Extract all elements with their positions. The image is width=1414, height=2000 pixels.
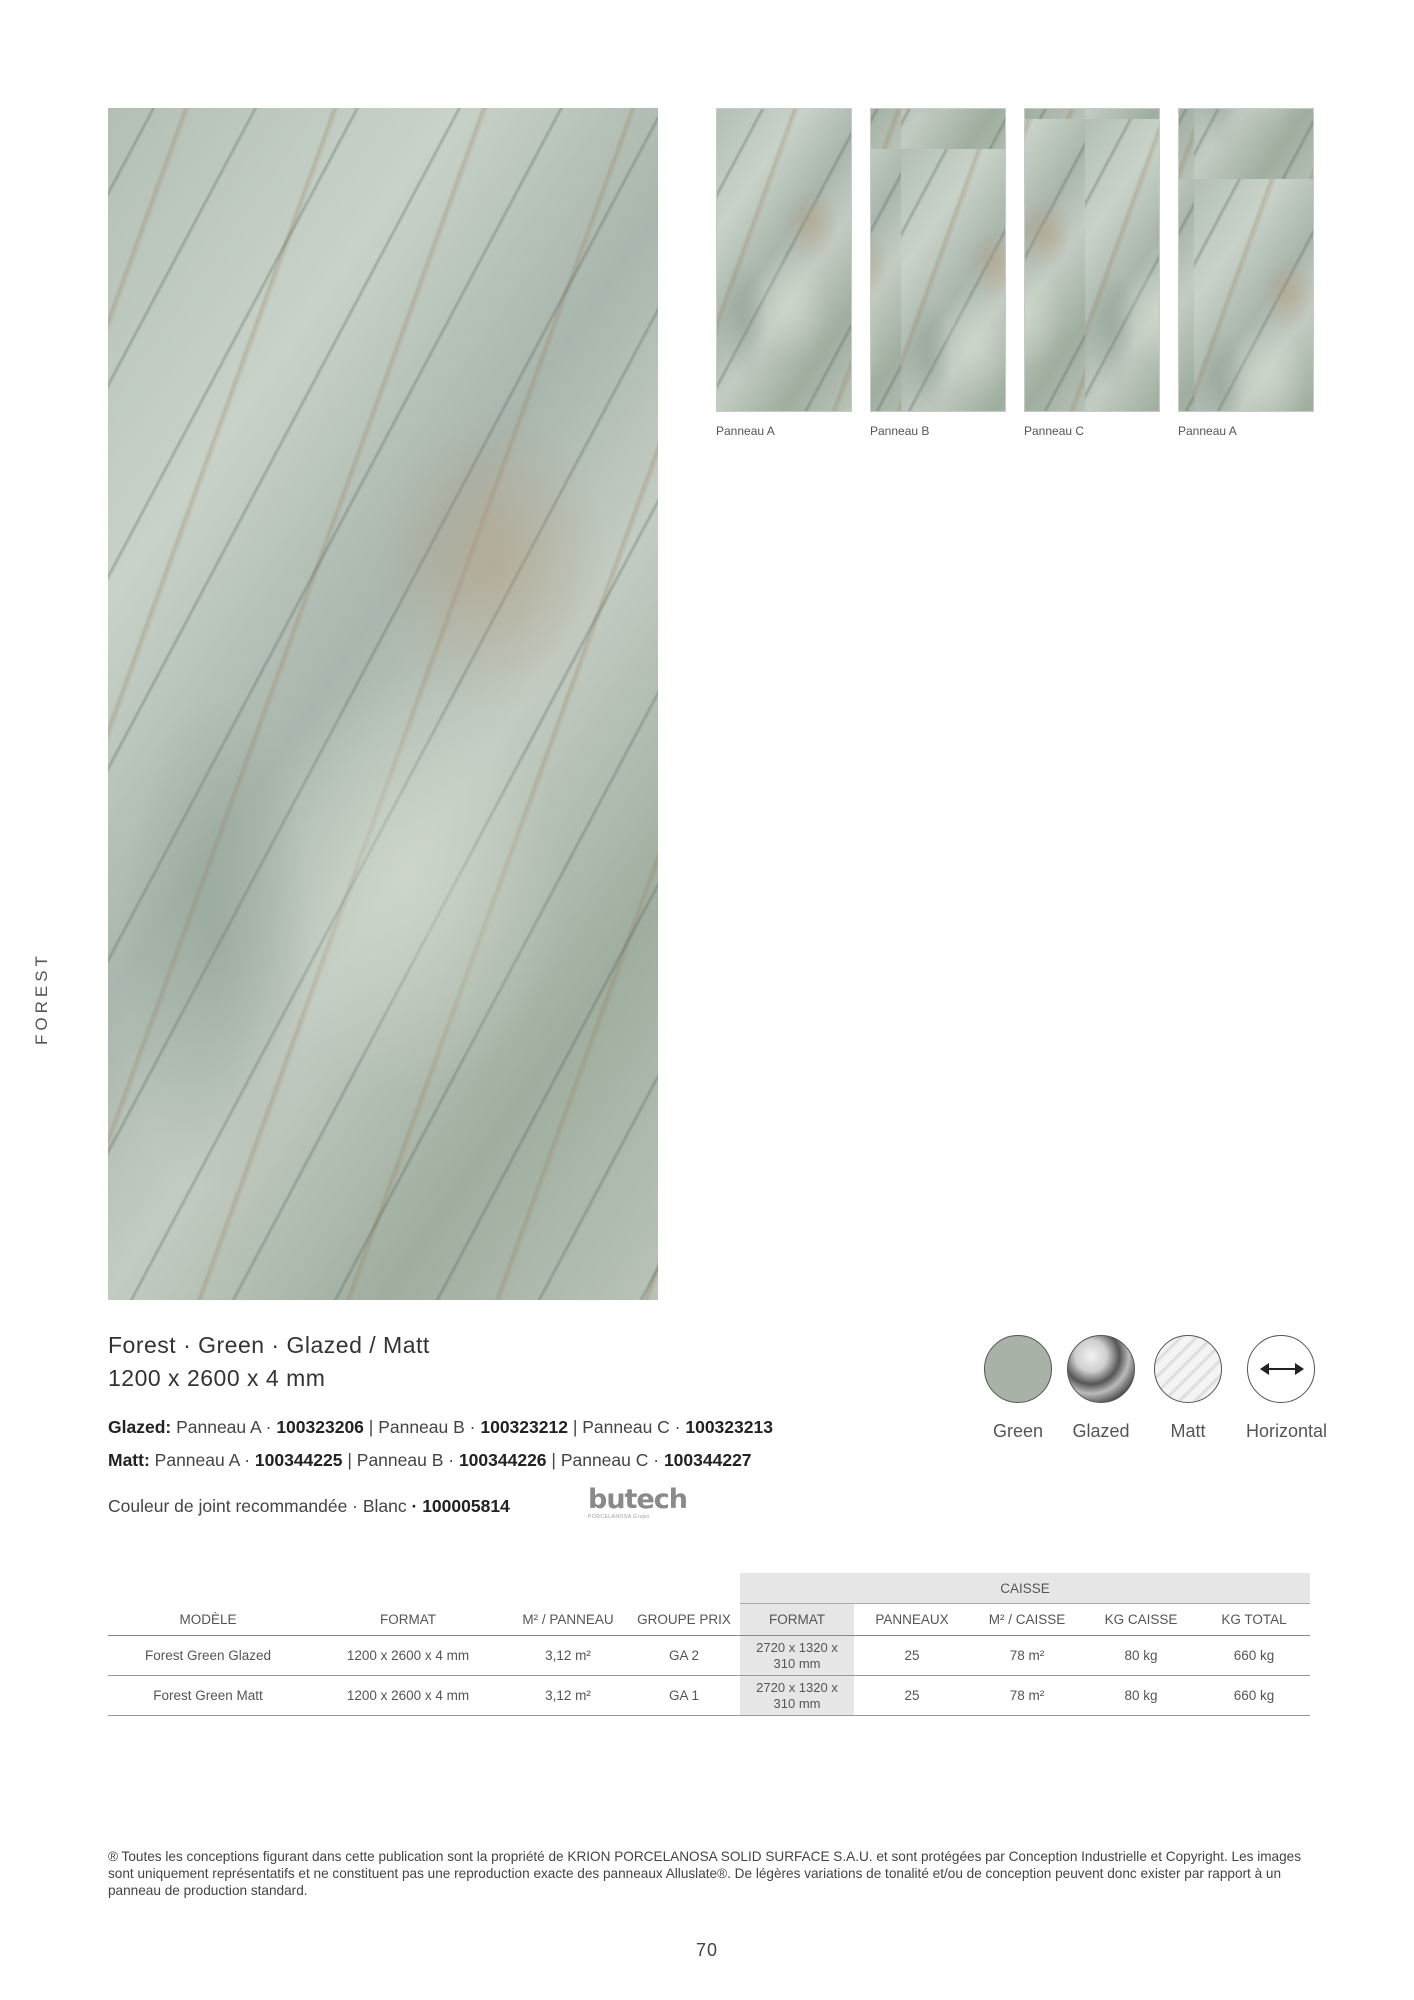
swatch-label: Matt (1170, 1421, 1206, 1441)
table-row (108, 1636, 1310, 1676)
table-cell: 80 kg (1084, 1636, 1198, 1676)
swatch-label: Horizontal (1246, 1421, 1328, 1441)
column-header: GROUPE PRIX (628, 1604, 740, 1636)
product-size: 1200 x 2600 x 4 mm (108, 1365, 326, 1391)
table-cell: 78 m² (970, 1676, 1084, 1716)
thumbnail-caption: Panneau A (1178, 424, 1237, 438)
ref-panel-label: | Panneau B · (363, 1417, 481, 1437)
matt-references (108, 1450, 752, 1471)
glazed-label: Glazed: (108, 1417, 172, 1437)
swatch-glazed[interactable] (1066, 1335, 1136, 1442)
joint-recommendation (108, 1496, 510, 1517)
joint-code: · 100005814 (411, 1496, 510, 1516)
empty-group-cell (108, 1573, 740, 1604)
table-cell: GA 2 (628, 1636, 740, 1676)
column-header: FORMAT (740, 1604, 854, 1636)
column-header: M² / CAISSE (970, 1604, 1084, 1636)
butech-logo (588, 1484, 687, 1520)
page-number: 70 (695, 1940, 719, 1960)
thumbnail-image (1178, 108, 1314, 412)
thumbnail-panel[interactable] (870, 108, 1006, 438)
column-header: MODÈLE (108, 1604, 308, 1636)
thumbnail-caption: Panneau B (870, 424, 930, 438)
column-header: FORMAT (308, 1604, 508, 1636)
ref-code: 100323212 (480, 1417, 568, 1437)
double-arrow-icon (1260, 1361, 1304, 1377)
thumbnail-caption: Panneau C (1024, 424, 1085, 438)
table-cell: Forest Green Glazed (108, 1636, 308, 1676)
swatch-label: Green (992, 1421, 1044, 1441)
side-label: FOREST (32, 952, 51, 1045)
ref-code: 100323206 (276, 1417, 364, 1437)
ref-panel-label: Panneau A · (171, 1417, 277, 1437)
swatch-green[interactable] (983, 1335, 1053, 1442)
matt-label: Matt: (108, 1450, 150, 1470)
ref-code: 100323213 (685, 1417, 773, 1437)
table-cell-text: 2720 x 1320 x 310 mm (756, 1639, 838, 1671)
table-cell: 660 kg (1198, 1636, 1310, 1676)
table-row (108, 1676, 1310, 1716)
ref-panel-label: | Panneau C · (546, 1450, 664, 1470)
thumbnail-panel[interactable] (1024, 108, 1160, 438)
table-cell: 78 m² (970, 1636, 1084, 1676)
table-cell (740, 1676, 854, 1716)
table-cell: 3,12 m² (508, 1636, 628, 1676)
thumbnail-caption: Panneau A (716, 424, 775, 438)
green-color-swatch (984, 1335, 1052, 1403)
specification-table (108, 1573, 1310, 1716)
table-cell: 80 kg (1084, 1676, 1198, 1716)
ref-panel-label: Panneau A · (149, 1450, 255, 1470)
joint-text: Couleur de joint recommandée · Blanc (108, 1496, 412, 1516)
table-cell: 25 (854, 1636, 970, 1676)
swatch-horizontal[interactable] (1246, 1335, 1328, 1442)
table-cell: 3,12 m² (508, 1676, 628, 1716)
ref-code: 100344227 (663, 1450, 752, 1470)
ref-code: 100344225 (254, 1450, 343, 1470)
table-cell: Forest Green Matt (108, 1676, 308, 1716)
thumbnail-image (716, 108, 852, 412)
column-header: KG TOTAL (1198, 1604, 1310, 1636)
column-header: M² / PANNEAU (508, 1604, 628, 1636)
brand-subline: PORCELANOSA Grupo (588, 1514, 650, 1520)
ref-panel-label: | Panneau B · (342, 1450, 459, 1470)
table-cell: 25 (854, 1676, 970, 1716)
table-cell: 660 kg (1198, 1676, 1310, 1716)
main-marble-image (108, 108, 658, 1300)
ref-code: 100344226 (458, 1450, 547, 1470)
table-cell: 1200 x 2600 x 4 mm (308, 1676, 508, 1716)
thumbnail-image (870, 108, 1006, 412)
brand-name: butech (588, 1484, 687, 1515)
table-cell-text: 2720 x 1320 x 310 mm (756, 1679, 838, 1711)
table-cell (740, 1636, 854, 1676)
ref-panel-label: | Panneau C · (567, 1417, 686, 1437)
copyright-footnote: ® Toutes les conceptions figurant dans cette publication sont la propriété de KRION PORCELANOSA SOLID SURFACE S.A.U. et sont protégées par Conception Industrielle et Copyright. Les images sont uniquement représentatifs et ne constituent pas une reproduction exacte des panneaux Alluslate®. De légères variations de tonalité et/ou de conception peuvent donc exister par rapport à un panneau de production standard. (108, 1849, 1302, 1898)
glazed-references (108, 1417, 773, 1438)
column-header: PANNEAUX (854, 1604, 970, 1636)
column-header: KG CAISSE (1084, 1604, 1198, 1636)
thumbnail-panel[interactable] (1178, 108, 1314, 438)
swatch-label: Glazed (1072, 1421, 1130, 1441)
swatch-matt[interactable] (1153, 1335, 1223, 1442)
matt-finish-swatch (1154, 1335, 1222, 1403)
product-title: Forest · Green · Glazed / Matt (108, 1332, 430, 1358)
glazed-finish-swatch (1067, 1335, 1135, 1403)
table-cell: GA 1 (628, 1676, 740, 1716)
caisse-group-header: CAISSE (740, 1573, 1310, 1604)
thumbnail-image (1024, 108, 1160, 412)
horizontal-orientation-swatch (1247, 1335, 1315, 1403)
thumbnail-panel[interactable] (716, 108, 852, 438)
table-cell: 1200 x 2600 x 4 mm (308, 1636, 508, 1676)
